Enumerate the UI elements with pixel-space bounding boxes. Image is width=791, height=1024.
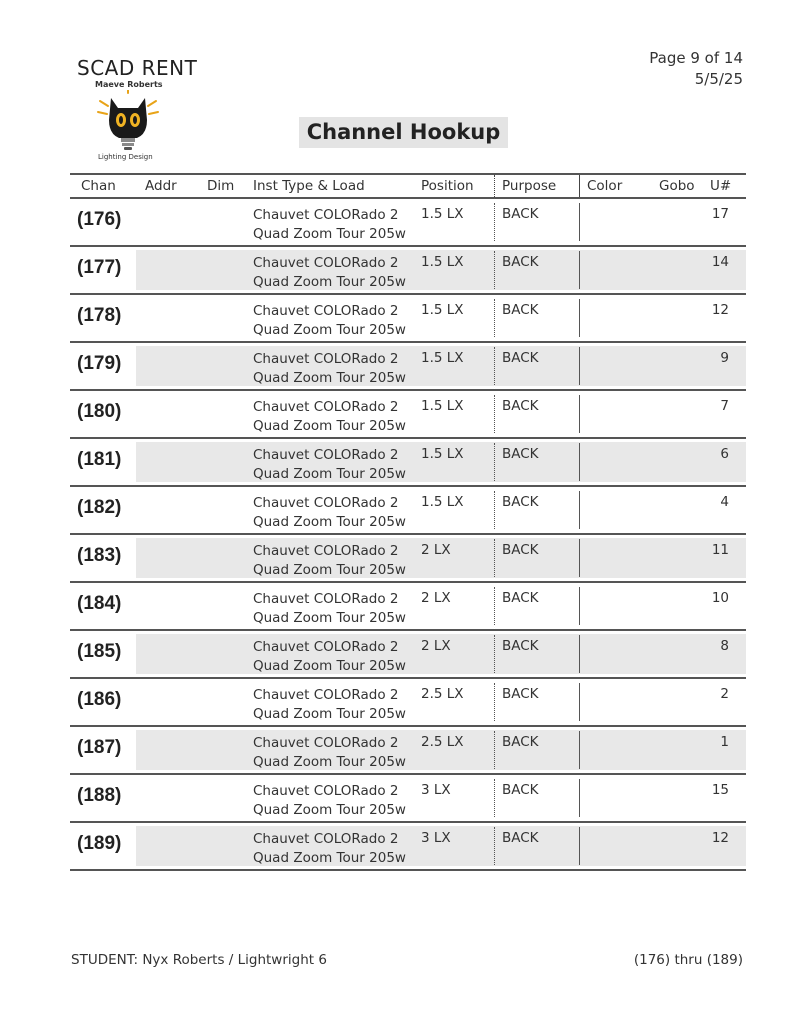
inst-load-line: Quad Zoom Tour 205w [253, 802, 406, 818]
page-title: Channel Hookup [299, 117, 508, 148]
col-header-dim: Dim [207, 178, 235, 194]
chan-cell: (184) [77, 593, 122, 614]
table-row [70, 823, 746, 871]
inst-type-line: Chauvet COLORado 2 [253, 495, 399, 511]
column-divider [579, 395, 580, 433]
inst-type-cell [253, 398, 406, 436]
inst-type-cell [253, 686, 406, 724]
purpose-cell: BACK [502, 494, 539, 510]
chan-cell: (186) [77, 689, 122, 710]
inst-load-line: Quad Zoom Tour 205w [253, 850, 406, 866]
purpose-cell: BACK [502, 350, 539, 366]
table-row [70, 631, 746, 679]
inst-type-cell [253, 830, 406, 868]
col-header-addr: Addr [145, 178, 177, 194]
column-divider [579, 827, 580, 865]
column-divider [579, 251, 580, 289]
inst-type-cell [253, 782, 406, 820]
purpose-cell: BACK [502, 302, 539, 318]
brand-subtitle: Maeve Roberts [95, 80, 163, 89]
chan-cell: (187) [77, 737, 122, 758]
column-divider [494, 731, 495, 769]
col-header-gobo: Gobo [659, 178, 695, 194]
inst-type-cell [253, 734, 406, 772]
col-header-inst: Inst Type & Load [253, 178, 365, 194]
chan-cell: (185) [77, 641, 122, 662]
position-cell: 2 LX [421, 590, 451, 606]
unit-cell: 11 [711, 542, 729, 558]
chan-cell: (189) [77, 833, 122, 854]
table-row [70, 439, 746, 487]
col-header-purpose: Purpose [502, 178, 557, 194]
column-divider [494, 779, 495, 817]
inst-load-line: Quad Zoom Tour 205w [253, 466, 406, 482]
channel-hookup-table [70, 173, 746, 871]
position-cell: 1.5 LX [421, 350, 464, 366]
purpose-cell: BACK [502, 254, 539, 270]
inst-load-line: Quad Zoom Tour 205w [253, 706, 406, 722]
purpose-cell: BACK [502, 686, 539, 702]
inst-type-cell [253, 638, 406, 676]
chan-cell: (176) [77, 209, 122, 230]
report-date: 5/5/25 [694, 70, 743, 88]
table-row [70, 391, 746, 439]
header-divider [494, 175, 495, 197]
position-cell: 1.5 LX [421, 206, 464, 222]
column-divider [494, 203, 495, 241]
inst-load-line: Quad Zoom Tour 205w [253, 226, 406, 242]
position-cell: 1.5 LX [421, 302, 464, 318]
inst-type-cell [253, 302, 406, 340]
chan-cell: (188) [77, 785, 122, 806]
inst-type-line: Chauvet COLORado 2 [253, 255, 399, 271]
unit-cell: 12 [711, 302, 729, 318]
position-cell: 2 LX [421, 542, 451, 558]
position-cell: 1.5 LX [421, 398, 464, 414]
logo-caption: Lighting Design [98, 153, 153, 161]
unit-cell: 17 [711, 206, 729, 222]
unit-cell: 12 [711, 830, 729, 846]
column-divider [494, 443, 495, 481]
purpose-cell: BACK [502, 398, 539, 414]
column-divider [494, 395, 495, 433]
purpose-cell: BACK [502, 638, 539, 654]
column-divider [494, 635, 495, 673]
table-row [70, 295, 746, 343]
purpose-cell: BACK [502, 206, 539, 222]
table-row [70, 487, 746, 535]
inst-load-line: Quad Zoom Tour 205w [253, 658, 406, 674]
purpose-cell: BACK [502, 830, 539, 846]
position-cell: 1.5 LX [421, 494, 464, 510]
column-divider [494, 251, 495, 289]
inst-type-cell [253, 494, 406, 532]
inst-type-line: Chauvet COLORado 2 [253, 303, 399, 319]
inst-load-line: Quad Zoom Tour 205w [253, 418, 406, 434]
inst-type-line: Chauvet COLORado 2 [253, 591, 399, 607]
chan-cell: (178) [77, 305, 122, 326]
chan-cell: (183) [77, 545, 122, 566]
table-body [70, 199, 746, 871]
position-cell: 2 LX [421, 638, 451, 654]
col-header-position: Position [421, 178, 474, 194]
position-cell: 2.5 LX [421, 686, 464, 702]
column-divider [494, 347, 495, 385]
inst-type-cell [253, 590, 406, 628]
inst-type-line: Chauvet COLORado 2 [253, 447, 399, 463]
table-row [70, 535, 746, 583]
inst-type-line: Chauvet COLORado 2 [253, 351, 399, 367]
page-number: Page 9 of 14 [649, 49, 743, 67]
page-info [649, 48, 743, 90]
unit-cell: 9 [720, 350, 729, 366]
inst-type-line: Chauvet COLORado 2 [253, 831, 399, 847]
unit-cell: 7 [720, 398, 729, 414]
inst-load-line: Quad Zoom Tour 205w [253, 562, 406, 578]
chan-cell: (181) [77, 449, 122, 470]
footer-range: (176) thru (189) [633, 952, 743, 968]
purpose-cell: BACK [502, 446, 539, 462]
inst-load-line: Quad Zoom Tour 205w [253, 370, 406, 386]
footer-student: STUDENT: Nyx Roberts / Lightwright 6 [71, 952, 327, 968]
column-divider [579, 203, 580, 241]
inst-type-cell [253, 542, 406, 580]
header-divider [579, 175, 580, 197]
position-cell: 3 LX [421, 830, 451, 846]
purpose-cell: BACK [502, 542, 539, 558]
cat-lightbulb-icon [94, 90, 162, 152]
col-header-chan: Chan [81, 178, 116, 194]
column-divider [579, 539, 580, 577]
chan-cell: (177) [77, 257, 122, 278]
unit-cell: 10 [711, 590, 729, 606]
inst-type-line: Chauvet COLORado 2 [253, 207, 399, 223]
purpose-cell: BACK [502, 782, 539, 798]
inst-type-cell [253, 350, 406, 388]
column-divider [579, 299, 580, 337]
unit-cell: 1 [720, 734, 729, 750]
unit-cell: 6 [720, 446, 729, 462]
inst-type-line: Chauvet COLORado 2 [253, 783, 399, 799]
inst-type-line: Chauvet COLORado 2 [253, 543, 399, 559]
purpose-cell: BACK [502, 734, 539, 750]
table-row [70, 199, 746, 247]
column-divider [494, 539, 495, 577]
inst-load-line: Quad Zoom Tour 205w [253, 274, 406, 290]
purpose-cell: BACK [502, 590, 539, 606]
column-divider [579, 731, 580, 769]
inst-type-cell [253, 254, 406, 292]
column-divider [579, 587, 580, 625]
position-cell: 1.5 LX [421, 446, 464, 462]
column-divider [579, 635, 580, 673]
table-row [70, 247, 746, 295]
column-divider [494, 683, 495, 721]
column-divider [579, 683, 580, 721]
column-divider [494, 299, 495, 337]
chan-cell: (179) [77, 353, 122, 374]
column-divider [494, 827, 495, 865]
table-row [70, 775, 746, 823]
column-divider [494, 491, 495, 529]
position-cell: 1.5 LX [421, 254, 464, 270]
table-row [70, 343, 746, 391]
inst-type-line: Chauvet COLORado 2 [253, 399, 399, 415]
inst-type-cell [253, 206, 406, 244]
table-header [70, 173, 746, 199]
brand-title: SCAD RENT [77, 56, 198, 80]
unit-cell: 14 [711, 254, 729, 270]
inst-type-line: Chauvet COLORado 2 [253, 735, 399, 751]
column-divider [579, 347, 580, 385]
column-divider [579, 491, 580, 529]
table-row [70, 727, 746, 775]
unit-cell: 8 [720, 638, 729, 654]
inst-type-cell [253, 446, 406, 484]
column-divider [494, 587, 495, 625]
col-header-color: Color [587, 178, 623, 194]
inst-load-line: Quad Zoom Tour 205w [253, 514, 406, 530]
inst-load-line: Quad Zoom Tour 205w [253, 322, 406, 338]
table-row [70, 679, 746, 727]
inst-load-line: Quad Zoom Tour 205w [253, 754, 406, 770]
col-header-unit: U# [710, 178, 732, 194]
inst-type-line: Chauvet COLORado 2 [253, 639, 399, 655]
chan-cell: (180) [77, 401, 122, 422]
chan-cell: (182) [77, 497, 122, 518]
inst-type-line: Chauvet COLORado 2 [253, 687, 399, 703]
unit-cell: 15 [711, 782, 729, 798]
position-cell: 2.5 LX [421, 734, 464, 750]
column-divider [579, 443, 580, 481]
table-row [70, 583, 746, 631]
inst-load-line: Quad Zoom Tour 205w [253, 610, 406, 626]
position-cell: 3 LX [421, 782, 451, 798]
unit-cell: 4 [720, 494, 729, 510]
column-divider [579, 779, 580, 817]
unit-cell: 2 [720, 686, 729, 702]
